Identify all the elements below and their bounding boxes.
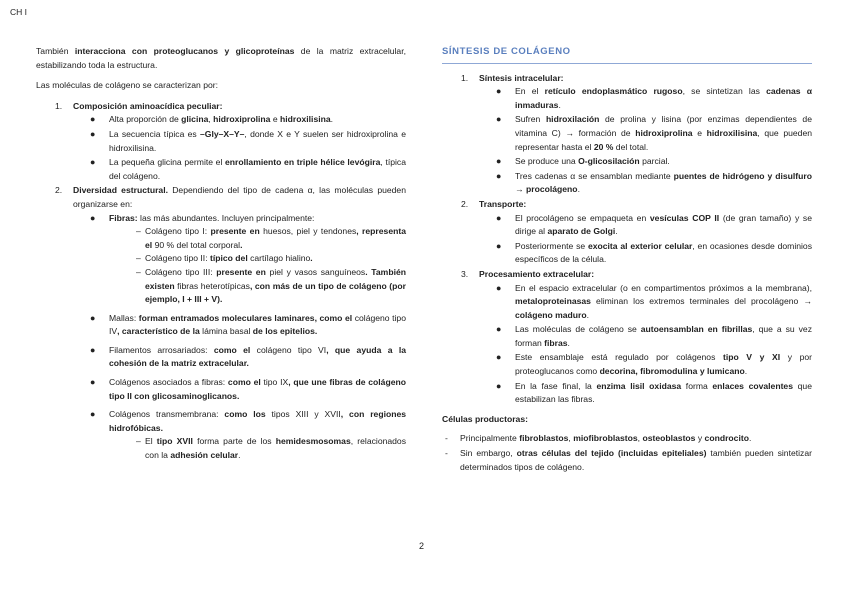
list-item: – El tipo XVII forma parte de los hemidesmosomas, relacionados con la adhesión celular. — [136, 436, 407, 461]
list-item: ● La pequeña glicina permite el enrollamiento en triple hélice levógira, típica del colágeno. — [90, 157, 406, 181]
left-column — [36, 45, 406, 464]
list-item: ● Mallas: forman entramados moleculares laminares, como el colágeno tipo IV, característico de la lámina basal de los epitelios. — [90, 312, 406, 337]
intro-paragraph: También interacciona con proteoglucanos y glicoproteínas de la matriz extracelular, estabilizando toda la estructura. — [36, 46, 406, 70]
list-item: 2. Transporte: ● El procolágeno se empaqueta en vesículas COP II (de gran tamaño) y se dirige al aparato de Golgi. ● Posteriormente se exocita al exterior celular, en ocasiones desde dominios específicos de la célula. — [442, 198, 812, 267]
list-item: – Colágeno tipo II: típico del cartílago hialino. — [136, 253, 313, 264]
list-item: - Sin embargo, otras células del tejido (incluidas epiteliales) también pueden sintetizar determinados tipos de colágeno. — [445, 448, 812, 472]
list-item: ● Las moléculas de colágeno se autoensamblan en fibrillas, que a su vez forman fibras. — [496, 324, 812, 348]
list-item: ● En el retículo endoplasmático rugoso, se sintetizan las cadenas α inmaduras. — [496, 86, 812, 110]
list-item: ● Sufren hidroxilación de prolina y lisina (por enzimas dependientes de vitamina C) → formación de hidroxiprolina e hidroxilisina, que pueden representar hasta el 20 % del total. — [496, 114, 813, 152]
step-bullets — [442, 212, 812, 267]
step-title: Transporte: — [479, 198, 527, 209]
list-item: 2. Diversidad estructural. Dependiendo del tipo de cadena α, las moléculas pueden organizarse en: ● Fibras: las más abundantes. Incluyen principalmente: – Colágeno tipo I: presente en huesos, piel y tendones, representa el 90 % del total corporal. – Colágeno tipo II: típico del cartílago hialino. – Colágeno tipo III: presente en piel y vasos sanguíneos. También existen fibras heterotípicas, con más de un tipo de colágeno (por ejemplo, I + III + V). ● Mallas: forman entramados moleculares laminares, como el colágeno tipo IV, característico de la lámina basal de los epitelios. ● Filamentos arrosariados: como el colágeno tipo VI, que ayuda a la cohesión de la matriz extracelular. ● Colágenos asociados a fibras: como el tipo IX, que une fibras de colágeno tipo II con glicosaminoglicanos. ● Colágenos transmembrana: como los tipos XIII y XVII, con regiones hidrofóbicas. – El tipo XVII forma parte de los hemidesmosomas, relacionados con la adhesión celular. — [36, 184, 406, 462]
list-item: ● Posteriormente se exocita al exterior celular, en ocasiones desde dominios específicos de la célula. — [496, 240, 812, 265]
list-item: ● La secuencia típica es –Gly–X–Y–, donde X e Y suelen ser hidroxiprolina e hidroxilisina. — [90, 128, 406, 153]
synthesis-steps — [442, 72, 812, 407]
list-item: 1. Composición aminoacídica peculiar: ● Alta proporción de glicina, hidroxiprolina e hidroxilisina. ● La secuencia típica es –Gly–X–Y–, donde X e Y suelen ser hidroxiprolina e hidroxilisina. ● La pequeña glicina permite el enrollamiento en triple hélice levógira, típica del colágeno. — [36, 100, 406, 184]
list-item: ● Este ensamblaje está regulado por colágenos tipo V y XI y por proteoglucanos como decorina, fibromodulina y lumicano. — [496, 352, 812, 377]
page-header: CH I — [10, 7, 27, 17]
cells-list — [442, 432, 812, 474]
list-item: ● Colágenos transmembrana: como los tipos XIII y XVII, con regiones hidrofóbicas. – El tipo XVII forma parte de los hemidesmosomas, relacionados con la adhesión celular. — [73, 408, 406, 462]
list-item: – Colágeno tipo I: presente en huesos, piel y tendones, representa el 90 % del total corporal. — [136, 226, 406, 250]
characteristics-list — [36, 100, 406, 463]
step-title: Síntesis intracelular: — [479, 72, 564, 83]
list-item: - Principalmente fibroblastos, miofibroblastos, osteoblastos y condrocito. — [445, 433, 752, 444]
list-item: ● Colágenos asociados a fibras: como el tipo IX, que une fibras de colágeno tipo II con glicosaminoglicanos. — [90, 377, 406, 401]
section-title: SÍNTESIS DE COLÁGENO — [442, 45, 812, 64]
step-title: Procesamiento extracelular: — [479, 268, 595, 279]
step-bullets — [442, 282, 812, 407]
item-title: Diversidad estructural. — [73, 185, 168, 196]
list-item: ● Se produce una O-glicosilación parcial. — [496, 156, 670, 167]
intro-characteristics: Las moléculas de colágeno se caracterizan por: — [36, 80, 219, 91]
page-number: 2 — [419, 541, 425, 551]
list-item: 1. Síntesis intracelular: ● En el retículo endoplasmático rugoso, se sintetizan las cadenas α inmaduras. ● Sufren hidroxilación de prolina y lisina (por enzimas dependientes de vitamina C) → formación de hidroxiprolina e hidroxilisina, que pueden representar hasta el 20 % del total. ● Se produce una O-glicosilación parcial. ● Tres cadenas α se ensamblan mediante puentes de hidrógeno y disulfuro → procolágeno. — [442, 72, 812, 197]
right-column — [442, 45, 812, 475]
list-item: ● Filamentos arrosariados: como el colágeno tipo VI, que ayuda a la cohesión de la matriz extracelular. — [90, 344, 406, 369]
cells-title: Células productoras: — [442, 413, 528, 424]
list-item: ● El procolágeno se empaqueta en vesículas COP II (de gran tamaño) y se dirige al aparato de Golgi. — [496, 212, 812, 237]
list-item: 3. Procesamiento extracelular: ● En el espacio extracelular (o en compartimentos próximos a la membrana), metaloproteinasas eliminan los extremos terminales del procolágeno → colágeno maduro. ● Las moléculas de colágeno se autoensamblan en fibrillas, que a su vez forman fibras. ● Este ensamblaje está regulado por colágenos tipo V y XI y por proteoglucanos como decorina, fibromodulina y lumicano. ● En la fase final, la enzima lisil oxidasa forma enlaces covalentes que estabilizan las fibras. — [442, 268, 812, 407]
item-title: Composición aminoacídica peculiar: — [73, 100, 223, 111]
list-item: – Colágeno tipo III: presente en piel y vasos sanguíneos. También existen fibras heterotípicas, con más de un tipo de colágeno (por ejemplo, I + III + V). — [136, 266, 406, 305]
list-item: ● Tres cadenas α se ensamblan mediante puentes de hidrógeno y disulfuro → procolágeno. — [496, 170, 813, 195]
list-item: ● En la fase final, la enzima lisil oxidasa forma enlaces covalentes que estabilizan las fibras. — [496, 380, 812, 405]
structure-bullets — [36, 212, 406, 463]
fibras-sublist — [73, 225, 406, 307]
list-item: ● Alta proporción de glicina, hidroxiprolina e hidroxilisina. — [90, 114, 334, 125]
composition-bullets — [36, 113, 406, 183]
xvii-sublist — [73, 435, 406, 462]
list-item: ● En el espacio extracelular (o en compartimentos próximos a la membrana), metaloproteinasas eliminan los extremos terminales del procolágeno → colágeno maduro. — [496, 282, 812, 320]
step-bullets — [442, 85, 812, 197]
list-item: ● Fibras: las más abundantes. Incluyen principalmente: – Colágeno tipo I: presente en huesos, piel y tendones, representa el 90 % del total corporal. – Colágeno tipo II: típico del cartílago hialino. – Colágeno tipo III: presente en piel y vasos sanguíneos. También existen fibras heterotípicas, con más de un tipo de colágeno (por ejemplo, I + III + V). — [73, 212, 406, 307]
